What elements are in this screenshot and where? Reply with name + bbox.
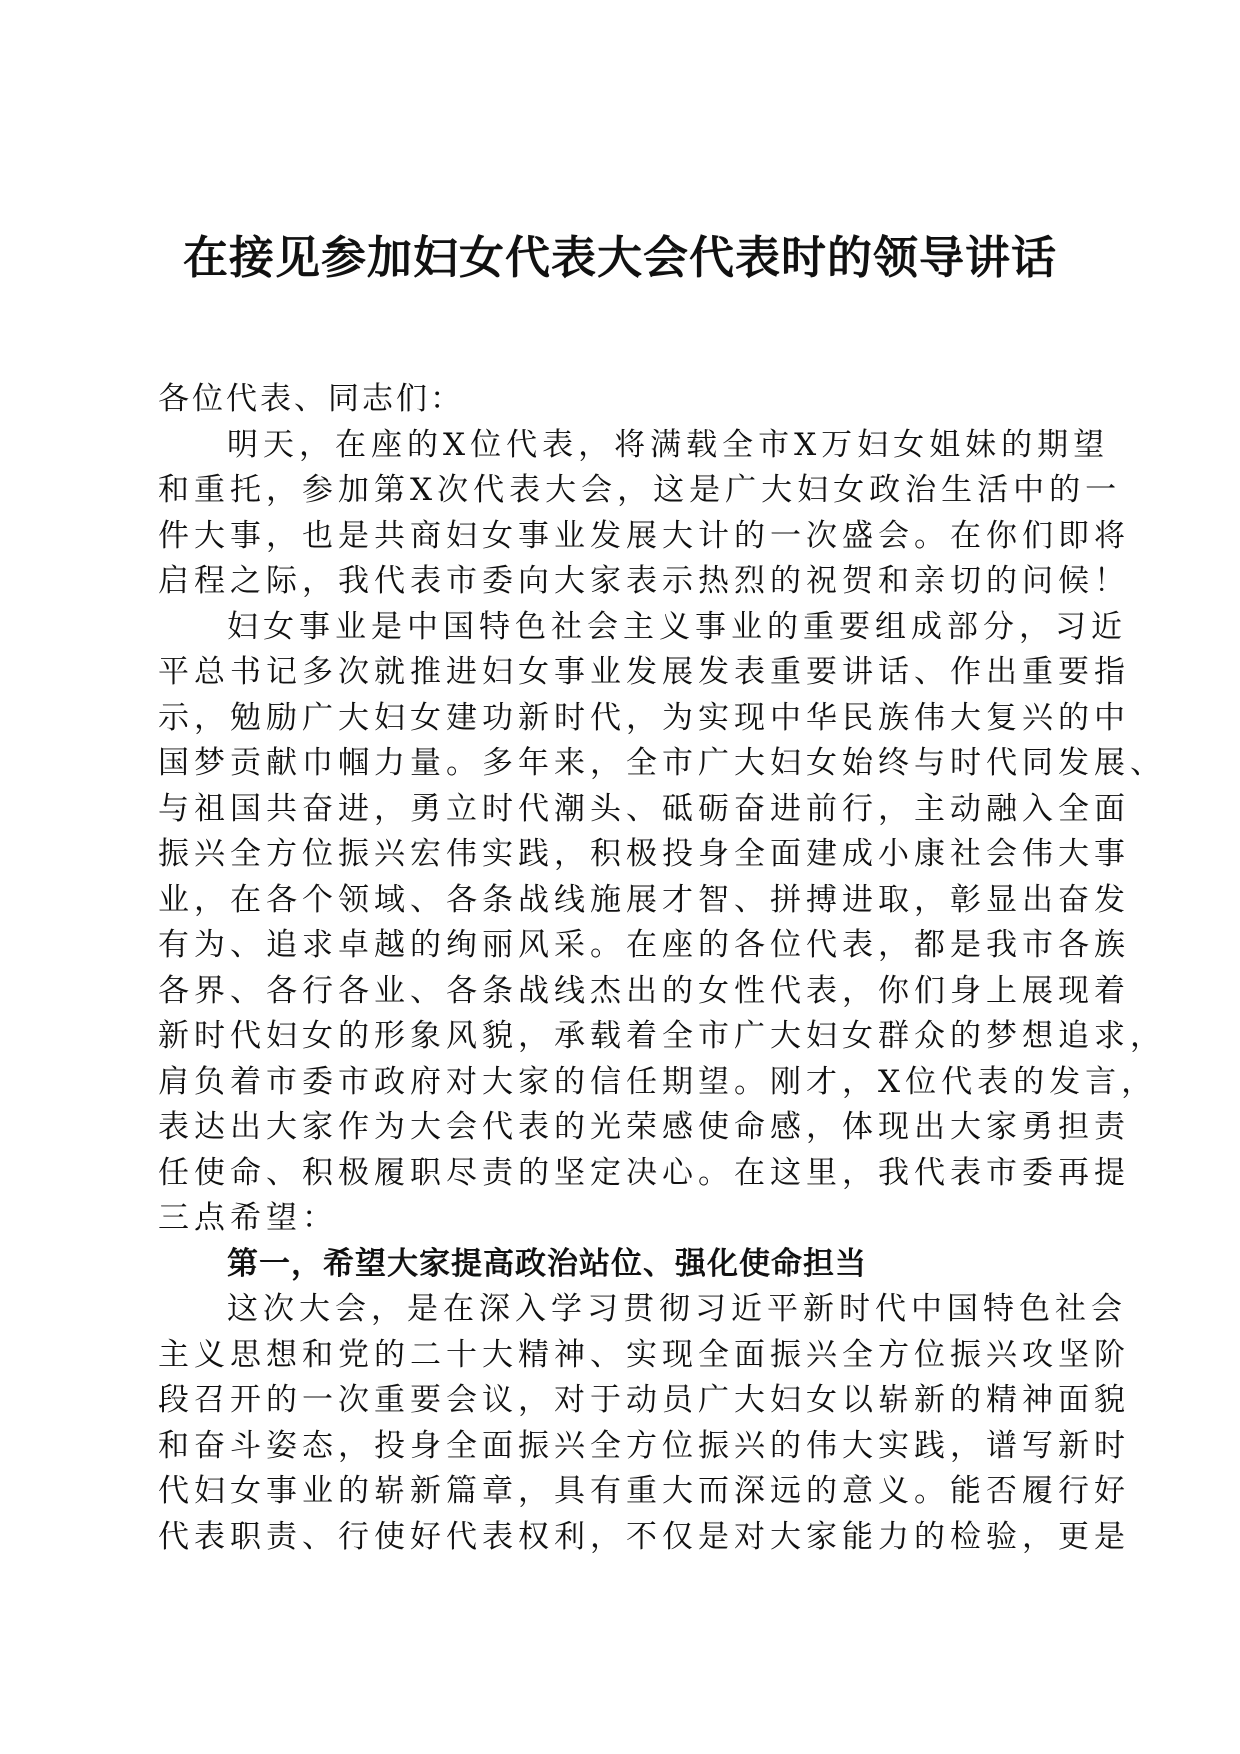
- paragraph-3-line-2: 主义思想和党的二十大精神、实现全面振兴全方位振兴攻坚阶: [158, 1336, 1130, 1373]
- paragraph-1-line-2: 和重托，参加第X次代表大会，这是广大妇女政治生活中的一: [158, 472, 1122, 508]
- paragraph-2-line-6: 振兴全方位振兴宏伟实践，积极投身全面建成小康社会伟大事: [158, 836, 1130, 872]
- paragraph-3-line-1: 这次大会，是在深入学习贯彻习近平新时代中国特色社会: [227, 1291, 1127, 1327]
- paragraph-2-line-11: 肩负着市委市政府对大家的信任期望。刚才，X位代表的发言，: [158, 1063, 1158, 1100]
- salutation-line: 各位代表、同志们：: [158, 381, 464, 417]
- paragraph-2-line-12: 表达出大家作为大会代表的光荣感使命感，体现出大家勇担责: [158, 1109, 1130, 1145]
- paragraph-2-line-3: 示，勉励广大妇女建功新时代，为实现中华民族伟大复兴的中: [158, 699, 1130, 736]
- paragraph-2-line-7: 业，在各个领域、各条战线施展才智、拼搏进取，彰显出奋发: [158, 881, 1130, 918]
- paragraph-1-line-1: 明天，在座的X位代表，将满载全市X万妇女姐妹的期望: [227, 426, 1110, 463]
- paragraph-2-line-5: 与祖国共奋进，勇立时代潮头、砥砺奋进前行，主动融入全面: [158, 790, 1130, 827]
- paragraph-1-line-3: 件大事，也是共商妇女事业发展大计的一次盛会。在你们即将: [158, 517, 1130, 554]
- paragraph-2-line-1: 妇女事业是中国特色社会主义事业的重要组成部分，习近: [227, 608, 1127, 645]
- paragraph-3-line-6: 代表职责、行使好代表权利，不仅是对大家能力的检验，更是: [158, 1518, 1130, 1555]
- paragraph-2-line-4: 国梦贡献巾帼力量。多年来，全市广大妇女始终与时代同发展、: [158, 745, 1166, 781]
- paragraph-2-line-9: 各界、各行各业、各条战线杰出的女性代表，你们身上展现着: [158, 972, 1130, 1009]
- paragraph-2-line-10: 新时代妇女的形象风貌，承载着全市广大妇女群众的梦想追求，: [158, 1018, 1166, 1054]
- paragraph-2-line-2: 平总书记多次就推进妇女事业发展发表重要讲话、作出重要指: [158, 654, 1130, 690]
- paragraph-3-line-3: 段召开的一次重要会议，对于动员广大妇女以崭新的精神面貌: [158, 1382, 1130, 1418]
- paragraph-1-line-4: 启程之际，我代表市委向大家表示热烈的祝贺和亲切的问候！: [158, 563, 1130, 599]
- paragraph-3-line-5: 代妇女事业的崭新篇章，具有重大而深远的意义。能否履行好: [158, 1473, 1130, 1509]
- paragraph-2-line-13: 任使命、积极履职尽责的坚定决心。在这里，我代表市委再提: [158, 1154, 1130, 1191]
- section-heading-1: 第一，希望大家提高政治站位、强化使命担当: [227, 1245, 867, 1282]
- document-title: 在接见参加妇女代表大会代表时的领导讲话: [182, 231, 1057, 284]
- document-body: [158, 377, 1166, 1560]
- paragraph-2-line-14: 三点希望：: [158, 1200, 338, 1236]
- paragraph-2-line-8: 有为、追求卓越的绚丽风采。在座的各位代表，都是我市各族: [158, 927, 1130, 963]
- paragraph-3-line-4: 和奋斗姿态，投身全面振兴全方位振兴的伟大实践，谱写新时: [158, 1427, 1130, 1464]
